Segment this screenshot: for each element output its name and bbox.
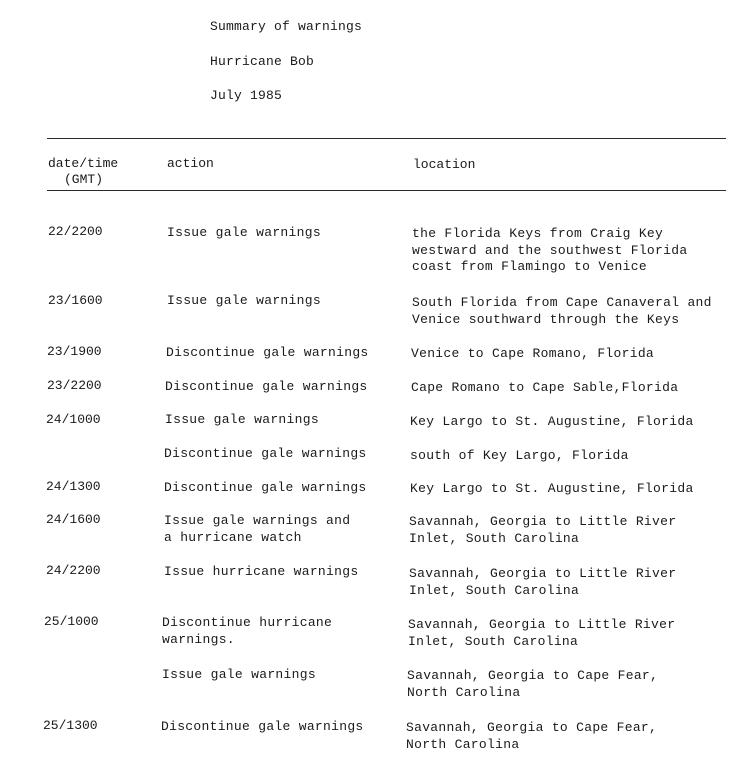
cell-location: the Florida Keys from Craig Key westward and the southwest Florida coast from Flamingo to Venice bbox=[412, 226, 688, 274]
cell-location: Savannah, Georgia to Little River Inlet, South Carolina bbox=[408, 617, 676, 649]
cell-datetime: 25/1000 bbox=[44, 614, 99, 629]
cell-action: Issue gale warnings and a hurricane watch bbox=[164, 513, 351, 545]
cell-location: Venice to Cape Romano, Florida bbox=[411, 346, 655, 361]
cell-datetime: 24/1000 bbox=[46, 412, 101, 427]
cell-action: Discontinue hurricane warnings. bbox=[162, 615, 333, 647]
cell-location: south of Key Largo, Florida bbox=[410, 448, 629, 463]
cell-action: Issue gale warnings bbox=[165, 412, 319, 427]
cell-location: Savannah, Georgia to Little River Inlet, South Carolina bbox=[409, 514, 677, 546]
report-date: July 1985 bbox=[210, 88, 283, 103]
cell-datetime: 22/2200 bbox=[48, 224, 103, 239]
cell-action: Discontinue gale warnings bbox=[164, 480, 367, 495]
header-bottom-rule bbox=[47, 190, 726, 191]
cell-action: Issue gale warnings bbox=[167, 225, 321, 240]
column-header-datetime: date/time bbox=[48, 156, 119, 171]
cell-location: Key Largo to St. Augustine, Florida bbox=[410, 414, 694, 429]
cell-location: Savannah, Georgia to Little River Inlet, South Carolina bbox=[409, 566, 677, 598]
column-header-datetime-sub: (GMT) bbox=[64, 172, 104, 187]
cell-action: Discontinue gale warnings bbox=[166, 345, 369, 360]
cell-location: South Florida from Cape Canaveral and Venice southward through the Keys bbox=[412, 295, 712, 327]
cell-action: Issue gale warnings bbox=[167, 293, 321, 308]
header-top-rule bbox=[47, 138, 726, 139]
cell-location: Cape Romano to Cape Sable,Florida bbox=[411, 380, 679, 395]
cell-datetime: 24/2200 bbox=[46, 563, 101, 578]
cell-datetime: 23/2200 bbox=[47, 378, 102, 393]
cell-action: Discontinue gale warnings bbox=[164, 446, 367, 461]
cell-location: Key Largo to St. Augustine, Florida bbox=[410, 481, 694, 496]
cell-action: Discontinue gale warnings bbox=[165, 379, 368, 394]
storm-name: Hurricane Bob bbox=[210, 54, 315, 69]
column-header-location: location bbox=[413, 157, 476, 172]
document-title: Summary of warnings bbox=[210, 19, 363, 34]
cell-location: Savannah, Georgia to Cape Fear, North Carolina bbox=[406, 720, 658, 752]
cell-action: Issue gale warnings bbox=[162, 667, 316, 682]
cell-action: Issue hurricane warnings bbox=[164, 564, 359, 579]
column-header-action: action bbox=[167, 156, 214, 171]
cell-datetime: 23/1900 bbox=[47, 344, 102, 359]
cell-datetime: 24/1600 bbox=[46, 512, 101, 527]
cell-datetime: 25/1300 bbox=[43, 718, 98, 733]
cell-location: Savannah, Georgia to Cape Fear, North Carolina bbox=[407, 668, 659, 700]
cell-datetime: 23/1600 bbox=[48, 293, 103, 308]
cell-action: Discontinue gale warnings bbox=[161, 719, 364, 734]
cell-datetime: 24/1300 bbox=[46, 479, 101, 494]
